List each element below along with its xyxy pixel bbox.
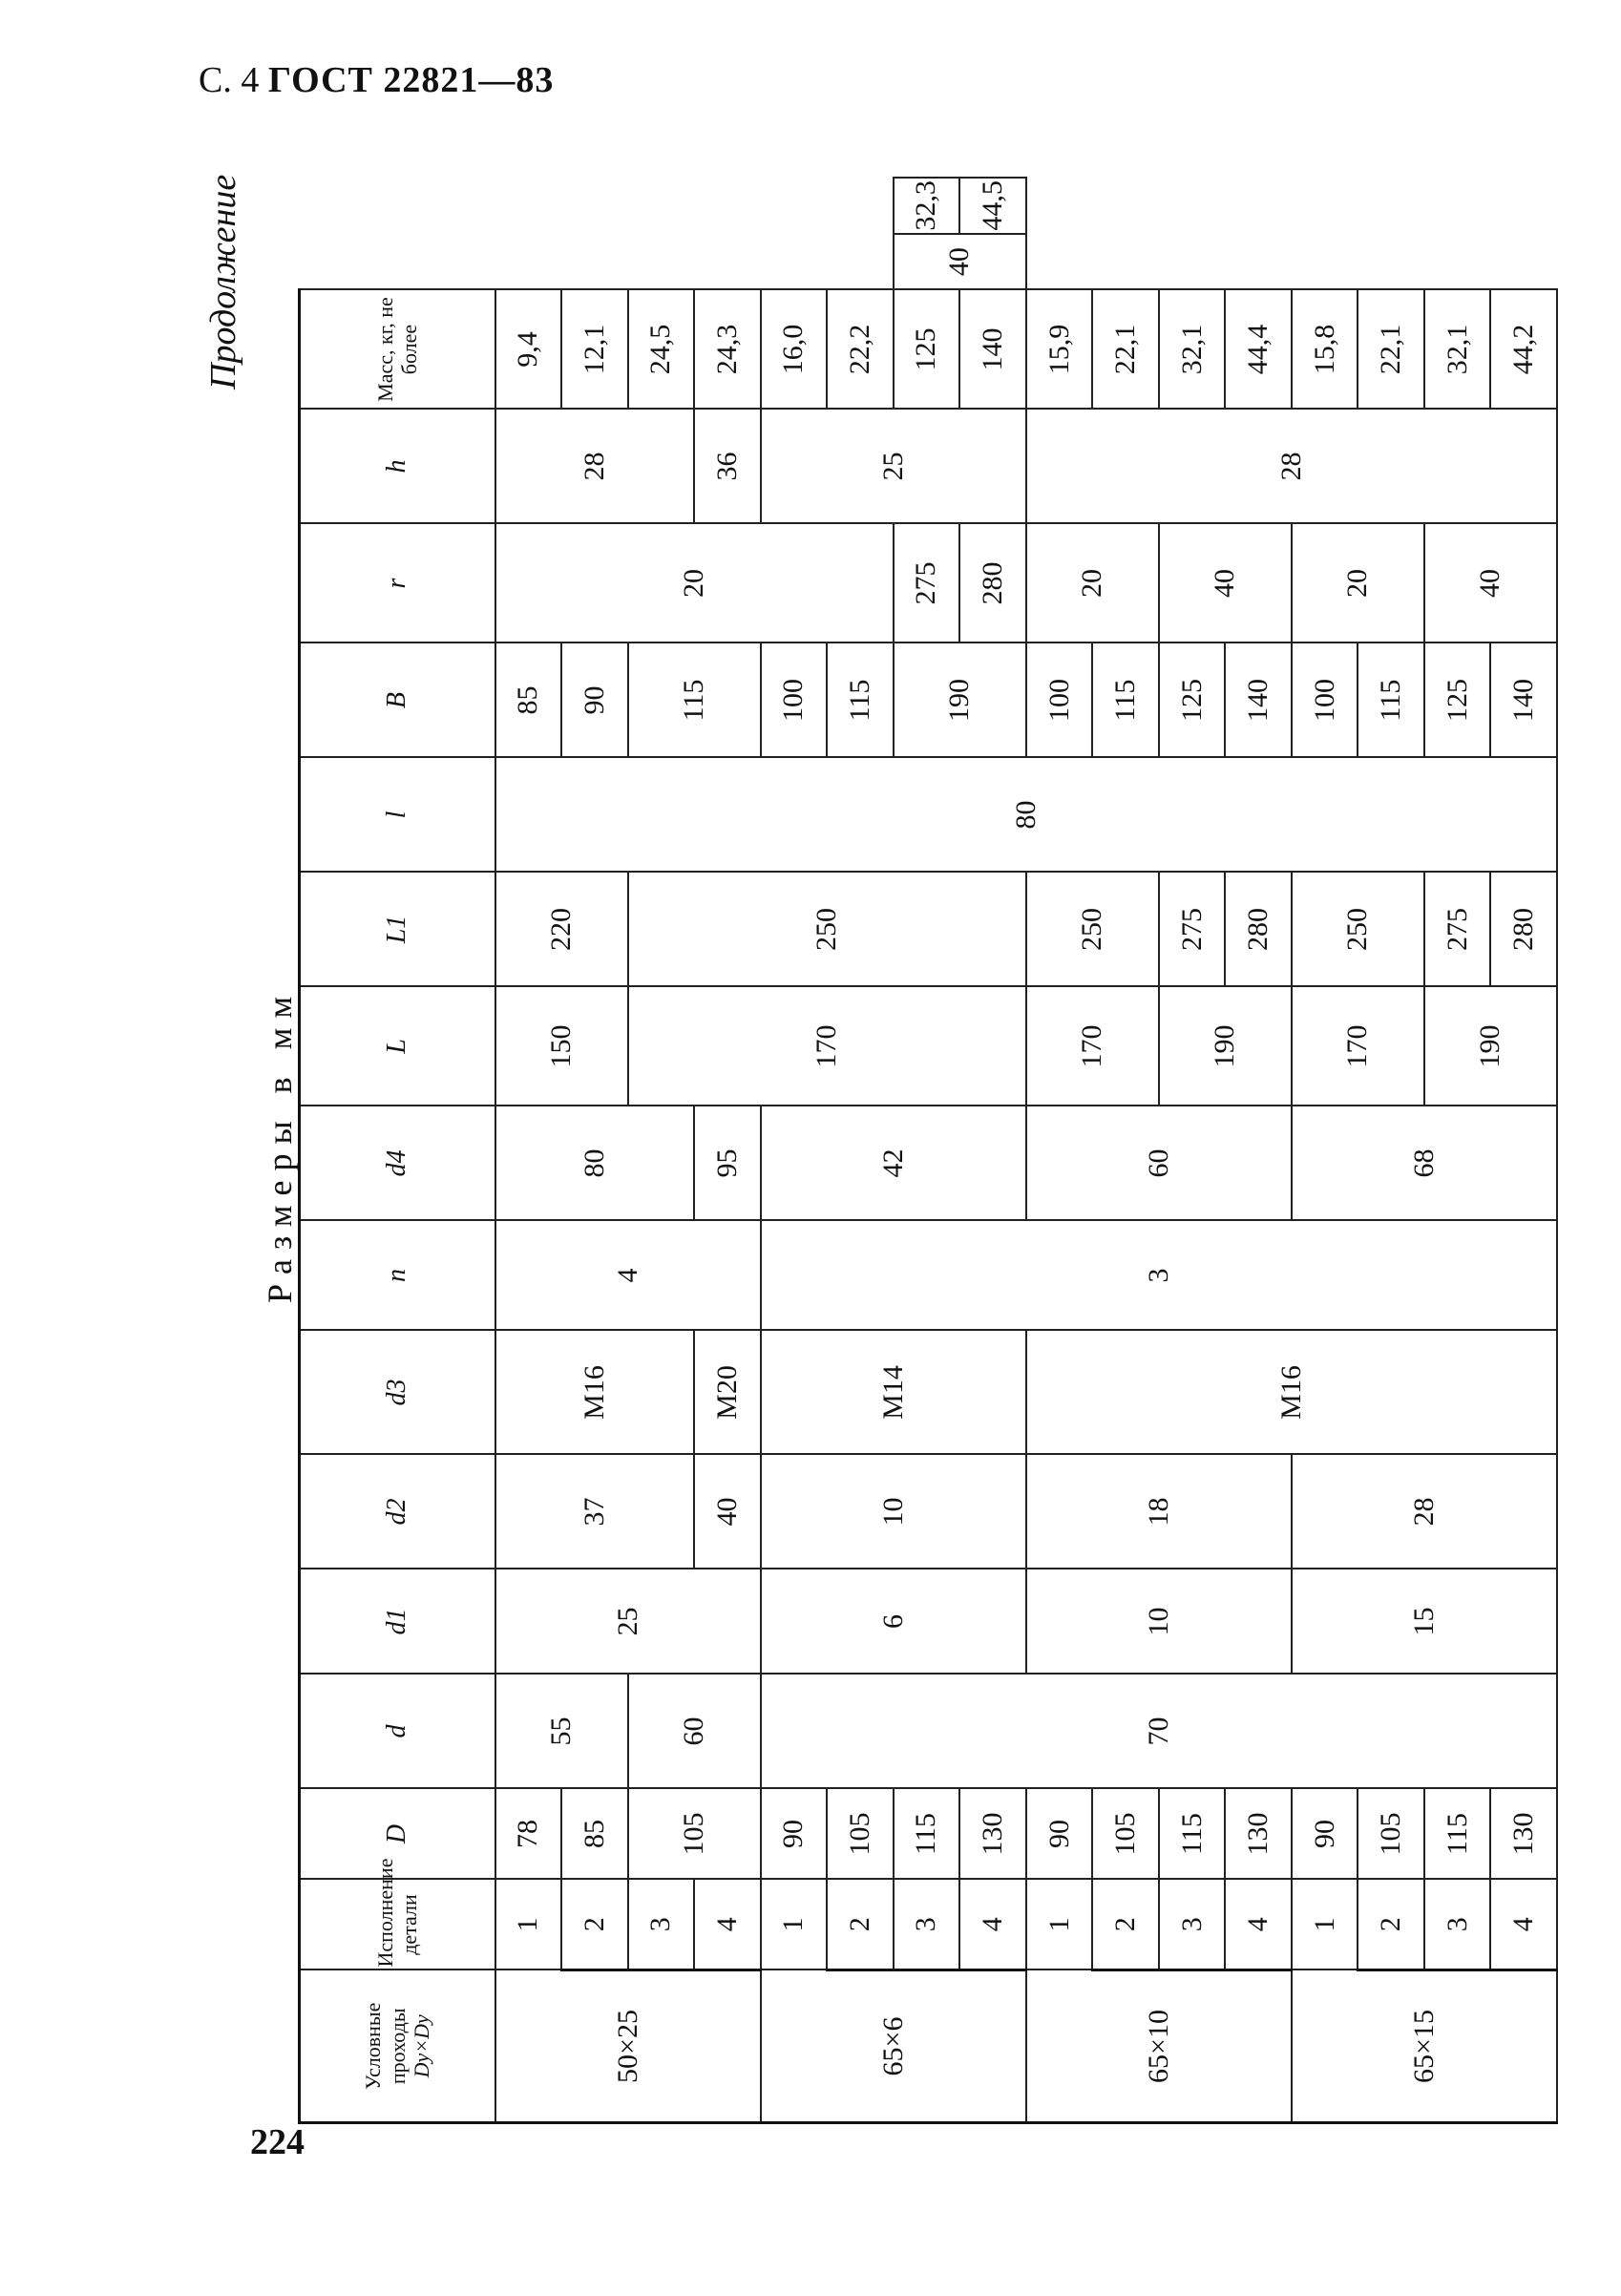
table-cell: 280 [1225,873,1292,987]
table-cell: 100 [1292,643,1358,758]
table-cell: M16 [1026,1331,1557,1455]
table-cell: 37 [495,1455,695,1569]
table-cell: 9,4 [495,290,562,410]
table-cell: 115 [1358,643,1424,758]
table-cell: 115 [1424,1789,1491,1880]
table-cell: 1 [1026,1880,1093,1970]
col-h: h [300,410,495,524]
table-cell: 10 [761,1455,1026,1569]
table-cell: 55 [495,1675,628,1789]
col-passage: Условные проходы Dy×Dy [300,1970,495,2123]
table-cell: 2 [827,1880,894,1970]
table-cell: 275 [894,524,960,643]
table-cell: 85 [495,643,562,758]
table-cell: 115 [1092,643,1159,758]
table-cell: 115 [1159,1789,1226,1880]
col-l: l [300,758,495,873]
table-cell: 15,8 [1292,290,1358,410]
table-cell: 4 [495,1221,761,1331]
table-cell: 3 [628,1880,695,1970]
table-cell: 22,1 [1092,290,1159,410]
table-cell: 280 [959,524,1026,643]
col-d2: d2 [300,1455,495,1569]
col-L: L [300,987,495,1106]
table-cell: 24,3 [694,290,761,410]
table-cell: 1 [1292,1880,1358,1970]
table-cell: 40 [894,234,1026,290]
table-cell: 95 [694,1106,761,1221]
page-ref: С. 4 [199,60,260,100]
table-cell: 22,1 [1358,290,1424,410]
table-cell: 25 [761,410,1026,524]
col-L1: L1 [300,873,495,987]
table-cell: 3 [761,1221,1557,1331]
table-cell: M16 [495,1331,695,1455]
table-cell: 6 [761,1569,1026,1675]
dimensions-note: Размеры в мм [261,986,299,1303]
table-cell: 275 [1159,873,1226,987]
table-cell: 1 [761,1880,828,1970]
table-cell: 115 [827,643,894,758]
col-d3: d3 [300,1331,495,1455]
table-cell: 250 [1292,873,1424,987]
table-cell: 140 [1225,643,1292,758]
table-cell: 32,3 [894,178,960,234]
dimensions-table [298,177,1558,2124]
table-cell: 105 [827,1789,894,1880]
table-cell: 20 [1026,524,1159,643]
table-cell: 115 [894,1789,960,1880]
table-cell: 190 [894,643,1026,758]
table-cell: 170 [628,987,1026,1106]
table-cell: 44,2 [1490,290,1557,410]
page-number: 224 [250,2122,305,2162]
col-d4: d4 [300,1106,495,1221]
table-cell: 15 [1292,1569,1557,1675]
table-cell: 140 [1490,643,1557,758]
table-cell: 32,1 [1424,290,1491,410]
col-mass: Масс, кг, не более [300,290,495,410]
table-cell: 105 [628,1789,761,1880]
table-cell: 4 [694,1880,761,1970]
table-cell: 170 [1026,987,1159,1106]
table-cell: 28 [1292,1455,1557,1569]
passage-cell: 65×10 [1026,1970,1292,2123]
table-cell: 105 [1092,1789,1159,1880]
table-cell: 125 [894,290,960,410]
table-cell: 80 [495,1106,695,1221]
table-cell: 130 [959,1789,1026,1880]
table-cell: 190 [1424,987,1557,1106]
table-cell: 100 [1026,643,1093,758]
table-cell: 90 [761,1789,828,1880]
table-cell: 20 [1292,524,1424,643]
col-d1: d1 [300,1569,495,1675]
continuation-label: Продолжение [203,174,243,390]
table-cell: 16,0 [761,290,828,410]
table-cell: 18 [1026,1455,1292,1569]
col-D: D [300,1789,495,1880]
page-header [199,59,554,101]
table-cell: 4 [1225,1880,1292,1970]
table-cell: 25 [495,1569,761,1675]
table-cell: 115 [628,643,761,758]
table-cell: 44,5 [959,178,1026,234]
table-cell: 250 [628,873,1026,987]
table-cell: 15,9 [1026,290,1093,410]
table-cell: 40 [1159,524,1292,643]
table-cell: 10 [1026,1569,1292,1675]
table-cell: 32,1 [1159,290,1226,410]
passage-cell: 65×15 [1292,1970,1557,2123]
table-cell: 125 [1159,643,1226,758]
col-d: d [300,1675,495,1789]
table-cell: 60 [1026,1106,1292,1221]
table-cell: 85 [561,1789,628,1880]
table-cell: 2 [1092,1880,1159,1970]
table-cell: 22,2 [827,290,894,410]
table-cell: 220 [495,873,628,987]
table-cell: 78 [495,1789,562,1880]
table-cell: 4 [1490,1880,1557,1970]
table-cell: 125 [1424,643,1491,758]
table-cell: 90 [1026,1789,1093,1880]
table-cell: 28 [1026,410,1557,524]
table-cell: 40 [694,1455,761,1569]
table-cell: M20 [694,1331,761,1455]
table-cell: M14 [761,1331,1026,1455]
table-cell: 140 [959,290,1026,410]
header-row [300,178,495,2123]
table-cell: 28 [495,410,695,524]
table-cell: 130 [1225,1789,1292,1880]
table-cell: 2 [1358,1880,1424,1970]
passage-cell: 50×25 [495,1970,761,2123]
table-cell: 105 [1358,1789,1424,1880]
table-cell: 100 [761,643,828,758]
passage-cell: 65×6 [761,1970,1026,2123]
col-n: n [300,1221,495,1331]
col-r: r [300,524,495,643]
table-cell: 90 [1292,1789,1358,1880]
dimensions-table-wrap [298,177,1558,2124]
table-cell: 250 [1026,873,1159,987]
table-cell: 3 [1424,1880,1491,1970]
table-row [761,178,828,2123]
table-cell: 275 [1424,873,1491,987]
table-cell: 190 [1159,987,1292,1106]
col-B: B [300,643,495,758]
table-cell: 150 [495,987,628,1106]
table-cell: 90 [561,643,628,758]
table-cell: 80 [495,758,1558,873]
table-cell: 68 [1292,1106,1557,1221]
table-cell: 40 [1424,524,1557,643]
col-ispolnenie: Исполнение детали [300,1880,495,1970]
table-cell: 4 [959,1880,1026,1970]
table-cell: 36 [694,410,761,524]
table-cell: 24,5 [628,290,695,410]
table-cell: 2 [561,1880,628,1970]
table-cell: 280 [1490,873,1557,987]
table-cell: 130 [1490,1789,1557,1880]
table-row [1026,178,1093,2123]
table-cell: 3 [1159,1880,1226,1970]
table-cell: 60 [628,1675,761,1789]
table-cell: 3 [894,1880,960,1970]
table-cell: 70 [761,1675,1557,1789]
table-cell: 1 [495,1880,562,1970]
table-cell: 44,4 [1225,290,1292,410]
table-row [495,178,562,2123]
table-cell: 42 [761,1106,1026,1221]
table-cell: 170 [1292,987,1424,1106]
table-cell: 20 [495,524,894,643]
table-cell: 12,1 [561,290,628,410]
doc-code: ГОСТ 22821—83 [267,60,555,100]
